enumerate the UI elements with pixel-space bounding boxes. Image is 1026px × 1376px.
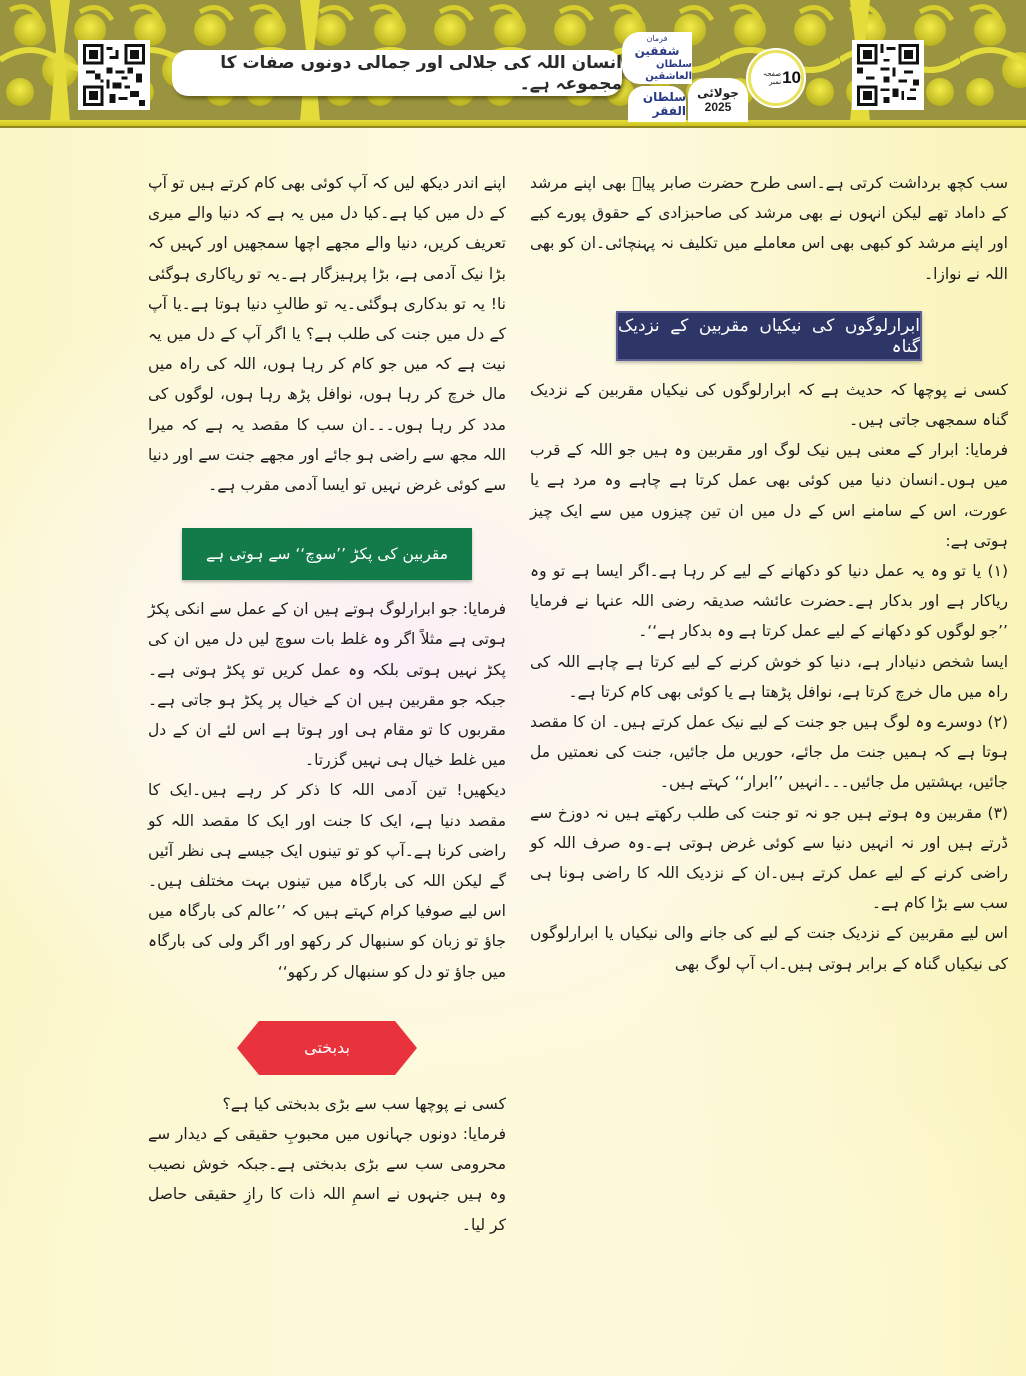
paragraph: فرمایا: ابرار کے معنی ہیں نیک لوگ اور مقربین وہ ہیں جو اللہ کے قرب میں ہوں۔انسان دنیا میں کوئی بھی عمل کرتا ہے چاہے وہ مرد ہے یا عورت، اس کے سامنے اس کے دل میں ان تین چیزوں میں سے ایک چیز ہوتی ہے:: [530, 441, 1008, 550]
left-column: [148, 168, 506, 1240]
paragraph: سب کچھ برداشت کرتی ہے۔اسی طرح حضرت صابر پیاؒ بھی اپنے مرشد کے داماد تھے لیکن انہوں نے بھی مرشد کی صاحبزادی کے حقوق پورے کیے اور اپنے مرشد کو کبھی بھی اس معاملے میں تکلیف نہ پہنچائی۔ان کو بھی اللہ نے نوازا۔: [530, 174, 1008, 283]
paragraph: کسی نے پوچھا سب سے بڑی بدبختی کیا ہے؟: [222, 1094, 506, 1113]
paragraph: دیکھیں! تین آدمی اللہ کا ذکر کر رہے ہیں۔ایک کا مقصد دنیا ہے، ایک کا جنت اور ایک کا مقصد اللہ کو راضی کرنا ہے۔آپ کو تو تینوں ایک جیسے ہی نظر آئیں گے لیکن اللہ کی بارگاہ میں تینوں بہت مختلف ہیں۔اس لیے صوفیا کرام کہتے ہیں کہ ’’عالم کی بارگاہ میں جاؤ تو زبان کو سنبھال کر رکھو اور اگر ولی کی بارگاہ میں جاؤ تو دل کو سنبھال کر رکھو‘‘: [148, 781, 506, 981]
paragraph: (۱) یا تو وہ یہ عمل دنیا کو دکھانے کے لیے کر رہا ہے۔اگر ایسا ہے تو وہ ریاکار ہے اور بدکار ہے۔حضرت عائشہ صدیقہ رضی اللہ عنہا نے فرمایا ’’جو لوگوں کو دکھانے کے لیے عمل کرتا ہے وہ بدکار ہے‘‘۔: [530, 562, 1008, 641]
right-column: [530, 168, 1008, 979]
paragraph: (۳) مقربین وہ ہوتے ہیں جو نہ تو جنت کی طلب رکھتے ہیں نہ دوزخ سے ڈرتے ہیں اور نہ انہیں دنیا سے کوئی غرض ہوتی ہے۔وہ صرف اللہ کو راضی کرنے کے لیے عمل کرتے ہیں۔ان کے نزدیک اللہ کا راضی ہونا ہی سب سے بڑا کام ہے۔: [530, 803, 1008, 913]
issue-date: [688, 78, 748, 122]
page-header: [0, 0, 1026, 128]
section-heading-badbakhti-text: بدبختی: [304, 1038, 350, 1058]
header-rule: [0, 120, 1026, 128]
section-heading-muqarrabeen: مقربین کی پکڑ ’’سوچ‘‘ سے ہوتی ہے: [182, 528, 472, 580]
paragraph: فرمایا: جو ابرارلوگ ہوتے ہیں ان کے عمل سے انکی پکڑ ہوتی ہے مثلاً اگر وہ غلط بات سوچ لیں دل میں ان کی پکڑ نہیں ہوتی بلکہ وہ عمل کریں تو پکڑ ہوتی ہے۔جبکہ جو مقربین ہیں ان کے خیال پر پکڑ ہو جاتی ہے۔مقربوں کا تو مقام ہی اور ہوتا ہے اس لئے ان کے دل میں غلط خیال ہی نہیں گزرتا۔: [148, 600, 506, 770]
paragraph: اپنے اندر دیکھ لیں کہ آپ کوئی بھی کام کرتے ہیں تو آپ کے دل میں کیا ہے۔کیا دل میں یہ ہے کہ دنیا والے میری تعریف کریں، دنیا والے مجھے اچھا سمجھیں اور کہیں کہ بڑا نیک آدمی ہے، بڑا پرہیزگار ہے۔یہ تو ریاکاری ہوگئی نا! یہ تو بدکاری ہوگئی۔یہ تو طالبِ دنیا ہوتا ہے۔یا آپ کے دل میں جنت کی طلب ہے؟ یا اگر آپ کے دل میں یہ نیت ہے کہ میں جو کام کر رہا ہوں، اللہ کی راہ میں مال خرچ کر رہا ہوں، نوافل پڑھ رہا ہوں، لوگوں کی مدد کر رہا ہوں۔۔۔ان سب کا مقصد یہ ہے کہ میرا اللہ مجھ سے راضی ہو جائے اور مجھے جنت سے اور دنیا سے کوئی غرض نہیں تو ایسا آدمی مقرب ہے۔: [148, 174, 506, 495]
issue-month: جولائی: [697, 86, 739, 100]
header-title: انسان اللہ کی جلالی اور جمالی دونوں صفات کا مجموعہ ہے۔: [220, 53, 622, 94]
paragraph: (۲) دوسرے وہ لوگ ہیں جو جنت کے لیے نیک عمل کرتے ہیں۔ ان کا مقصد ہوتا ہے کہ ہمیں جنت مل جائے، حوریں مل جائیں، جنت کی نعمتیں مل جائیں، بہشتیں مل جائیں۔۔۔انہیں ’’ابرار‘‘ کہتے ہیں۔: [530, 713, 1008, 792]
qr-code-left[interactable]: [78, 40, 150, 110]
section-heading-abrar: ابرارلوگوں کی نیکیاں مقربین کے نزدیک گناہ: [616, 311, 922, 361]
magazine-logo-box: [628, 86, 686, 122]
page-number: 10: [782, 68, 801, 87]
qr-code-icon: [856, 44, 920, 106]
issue-year: 2025: [704, 100, 732, 114]
page-number-badge: [748, 50, 804, 106]
magazine-logo: سلطان الفقر: [642, 90, 686, 118]
paragraph: کسی نے پوچھا کہ حدیث ہے کہ ابرارلوگوں کی نیکیاں مقربین کے نزدیک گناہ سمجھی جاتی ہیں۔: [530, 380, 1008, 430]
header-title-box: [172, 50, 622, 96]
qr-code-icon: [82, 44, 146, 106]
paragraph: ایسا شخص دنیادار ہے، دنیا کو خوش کرنے کے لیے کرتا ہے چاہے اللہ کی راہ میں مال خرچ کرتا ہے، نوافل پڑھتا ہے یا کوئی بھی کام کرتا ہے۔: [530, 652, 1008, 701]
page-label: صفحہ نمبر: [762, 70, 782, 86]
brand-name: شفقین: [634, 43, 680, 58]
brand-logo: [622, 32, 692, 84]
paragraph: اس لیے مقربین کے نزدیک جنت کے لیے کی جانے والی نیکیاں یا ابرارلوگوں کی نیکیاں گناہ کے برابر ہوتی ہیں۔اب آپ لوگ بھی: [530, 924, 1008, 973]
section-heading-badbakhti: [237, 1021, 417, 1075]
paragraph: فرمایا: دونوں جہانوں میں محبوبِ حقیقی کے دیدار سے محرومی سب سے بڑی بدبختی ہے۔جبکہ خوش نصیب وہ ہیں جنہوں نے اسمِ اللہ ذات کا رازِ حقیقی حاصل کر لیا۔: [148, 1125, 506, 1234]
qr-code-right[interactable]: [852, 40, 924, 110]
brand-subtitle: سلطان العاشقین: [645, 58, 692, 82]
brand-small-text: فرمان: [646, 33, 668, 43]
